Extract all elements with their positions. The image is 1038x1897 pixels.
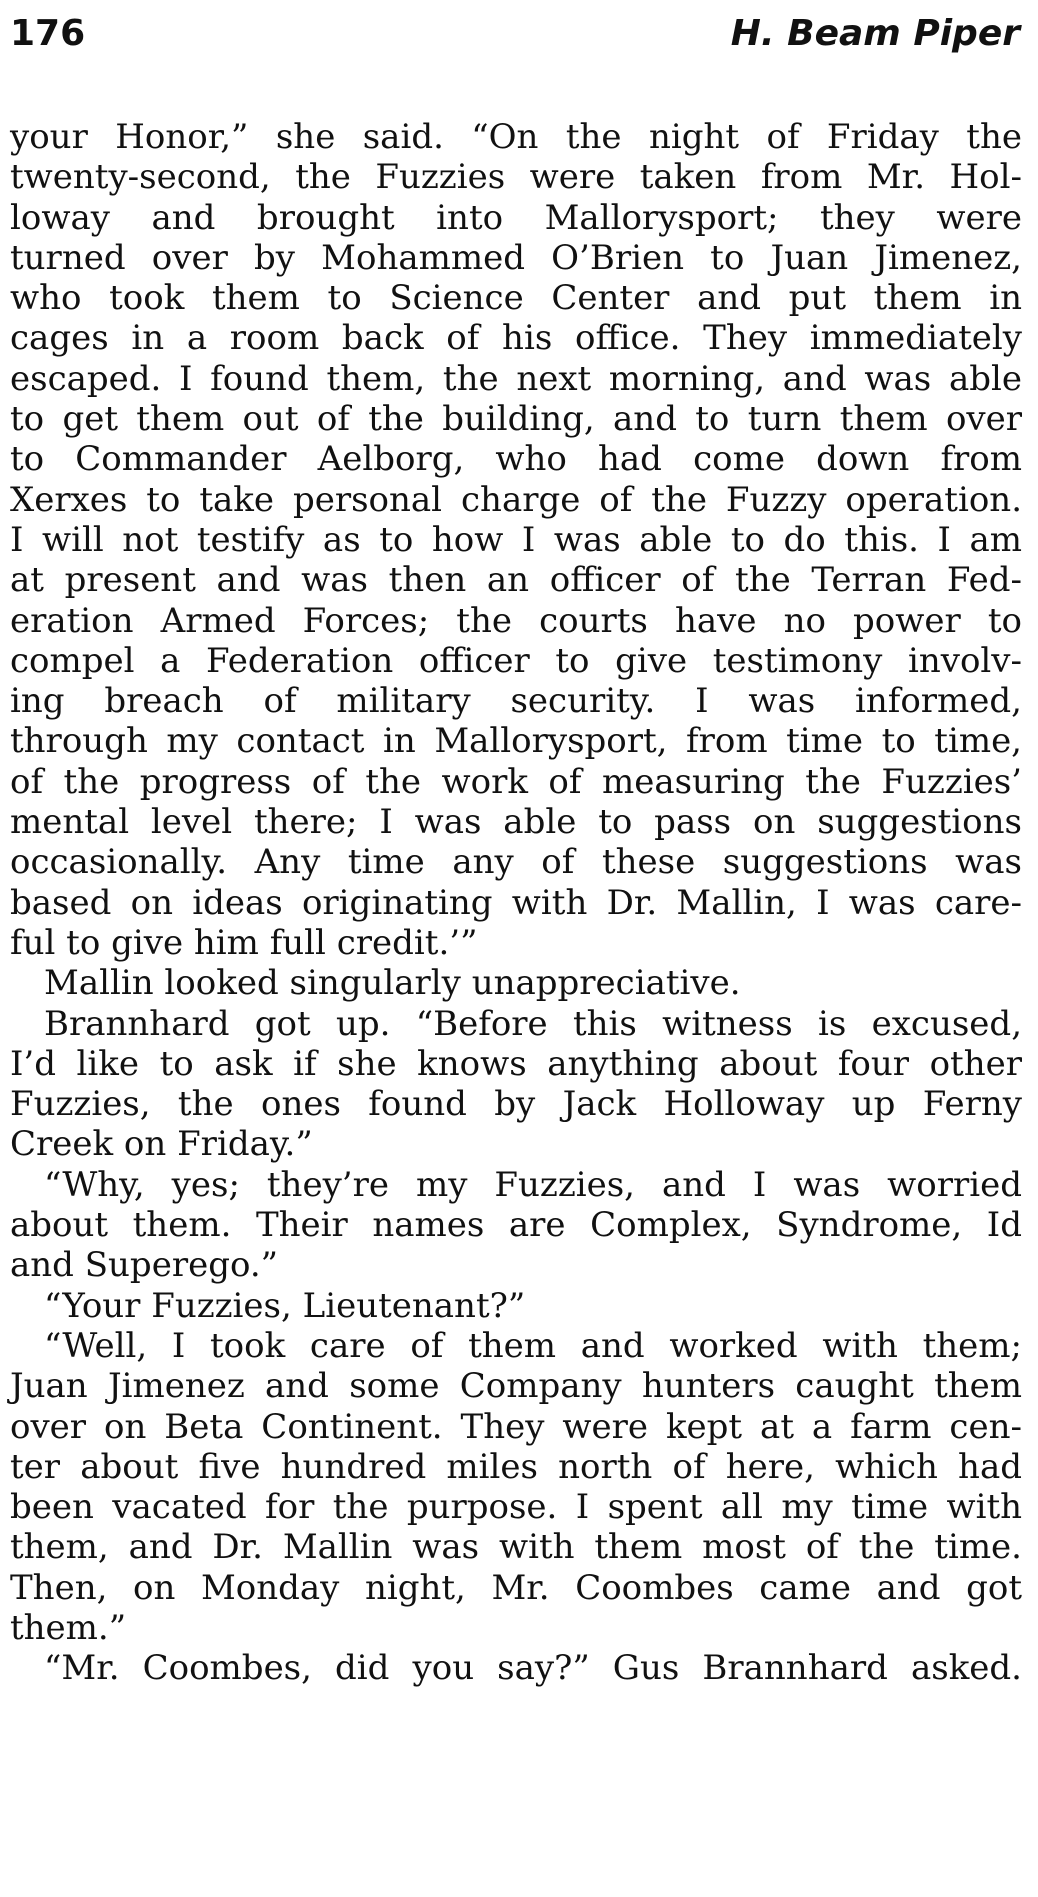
- text-line: to Commander Aelborg, who had come down from: [10, 439, 1022, 480]
- text-line: compel a Federation officer to give testimony involv-: [10, 640, 1022, 681]
- text-line: of the progress of the work of measuring the Fuzzies’: [10, 761, 1022, 802]
- text-line: over on Beta Continent. They were kept at a farm cen-: [10, 1406, 1022, 1447]
- text-line: at present and was then an officer of the Terran Fed-: [10, 560, 1022, 601]
- text-line: ful to give him full credit.’”: [10, 922, 478, 963]
- text-line: eration Armed Forces; the courts have no power to: [10, 600, 1022, 641]
- text-line: to get them out of the building, and to turn them over: [10, 399, 1022, 440]
- text-line: ing breach of military security. I was informed,: [10, 681, 1022, 722]
- text-line: I will not testify as to how I was able to do this. I am: [10, 519, 1022, 560]
- text-line: and Superego.”: [10, 1245, 279, 1286]
- text-line: who took them to Science Center and put them in: [10, 278, 1022, 319]
- text-line: “Well, I took care of them and worked with them;: [44, 1325, 1022, 1366]
- text-line: been vacated for the purpose. I spent all my time with: [10, 1487, 1022, 1528]
- text-line: Xerxes to take personal charge of the Fuzzy operation.: [10, 479, 1022, 520]
- text-line: “Your Fuzzies, Lieutenant?”: [44, 1285, 526, 1326]
- text-line: I’d like to ask if she knows anything about four other: [10, 1043, 1022, 1084]
- text-line: mental level there; I was able to pass on suggestions: [10, 802, 1022, 843]
- running-head: H. Beam Piper: [730, 13, 1020, 54]
- body-text: [10, 117, 1022, 1689]
- text-line: escaped. I found them, the next morning, and was able: [10, 358, 1022, 399]
- text-line: Then, on Monday night, Mr. Coombes came and got: [10, 1567, 1022, 1608]
- text-line: your Honor,” she said. “On the night of Friday the: [10, 117, 1022, 157]
- text-line: ter about five hundred miles north of here, which had: [10, 1446, 1022, 1487]
- text-line: Mallin looked singularly unappreciative.: [44, 963, 741, 1004]
- text-line: Juan Jimenez and some Company hunters caught them: [10, 1366, 1022, 1407]
- text-line: “Mr. Coombes, did you say?” Gus Brannhard asked.: [44, 1648, 1022, 1689]
- text-line: occasionally. Any time any of these suggestions was: [10, 842, 1022, 883]
- text-line: “Why, yes; they’re my Fuzzies, and I was worried: [44, 1164, 1022, 1205]
- text-line: Creek on Friday.”: [10, 1124, 313, 1165]
- text-line: them.”: [10, 1607, 127, 1648]
- text-line: through my contact in Mallorysport, from time to time,: [10, 721, 1022, 762]
- text-line: about them. Their names are Complex, Syndrome, Id: [10, 1205, 1022, 1246]
- text-line: Fuzzies, the ones found by Jack Holloway up Ferny: [10, 1084, 1022, 1125]
- text-line: cages in a room back of his office. They immediately: [10, 318, 1022, 359]
- page-number: 176: [10, 13, 86, 54]
- text-line: twenty-second, the Fuzzies were taken from Mr. Hol-: [10, 157, 1022, 198]
- text-line: turned over by Mohammed O’Brien to Juan Jimenez,: [10, 237, 1022, 278]
- page-header: [10, 10, 1020, 58]
- text-line: loway and brought into Mallorysport; they were: [10, 197, 1022, 238]
- text-line: based on ideas originating with Dr. Mallin, I was care-: [10, 882, 1022, 923]
- text-line: them, and Dr. Mallin was with them most of the time.: [10, 1527, 1022, 1568]
- text-line: Brannhard got up. “Before this witness is excused,: [44, 1003, 1022, 1044]
